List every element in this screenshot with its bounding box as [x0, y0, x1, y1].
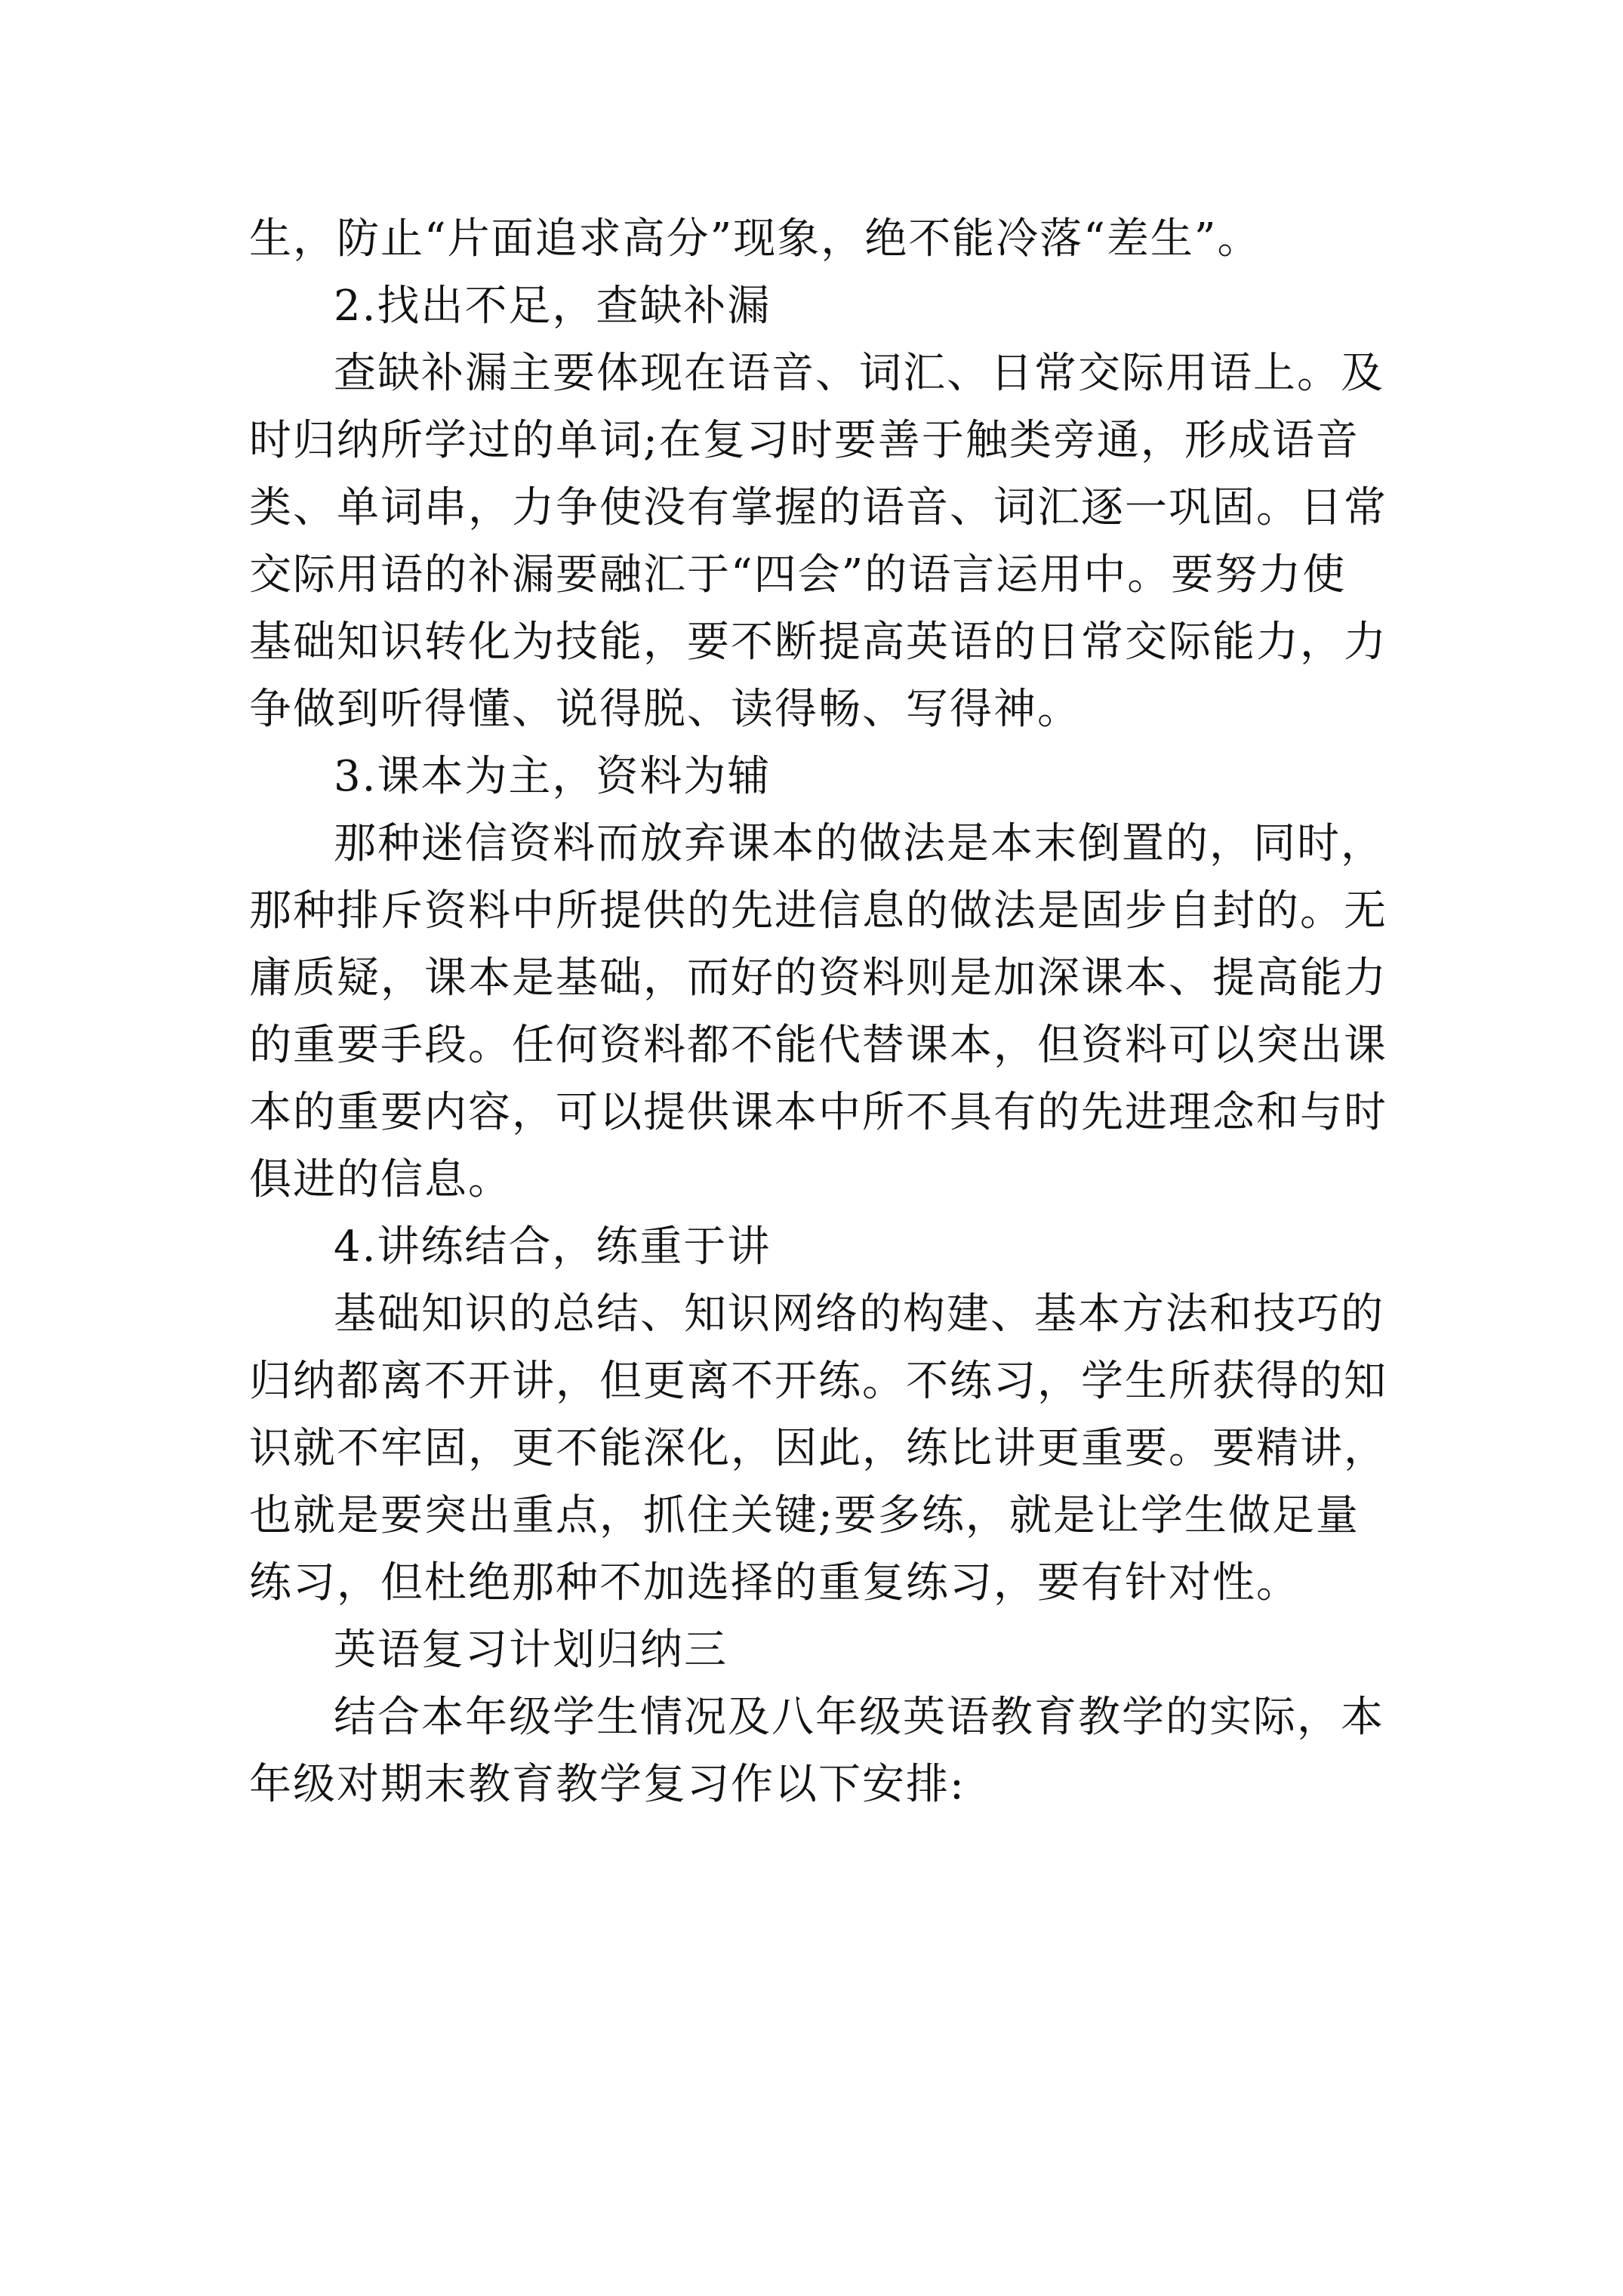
- text-line: 查缺补漏主要体现在语音、词汇、日常交际用语上。及: [334, 349, 1384, 398]
- text-line: 争做到听得懂、说得脱、读得畅、写得神。: [249, 685, 1081, 734]
- section-heading: 2.找出不足，查缺补漏: [334, 282, 771, 331]
- text-line: 基础知识转化为技能，要不断提高英语的日常交际能力，力: [249, 618, 1387, 667]
- text-line: 交际用语的补漏要融汇于“四会”的语言运用中。要努力使: [249, 550, 1347, 599]
- section-heading: 英语复习计划归纳三: [334, 1626, 728, 1675]
- text-line: 结合本年级学生情况及八年级英语教育教学的实际，本: [334, 1693, 1384, 1742]
- text-line: 练习，但杜绝那种不加选择的重复练习，要有针对性。: [249, 1558, 1300, 1607]
- section-heading: 3.课本为主，资料为辅: [334, 752, 771, 801]
- text-line: 生，防止“片面追求高分”现象，绝不能冷落“差生”。: [249, 214, 1261, 264]
- text-line: 也就是要突出重点，抓住关键;要多练，就是让学生做足量: [249, 1491, 1360, 1540]
- text-line: 那种排斥资料中所提供的先进信息的做法是固步自封的。无: [249, 886, 1387, 935]
- body-text: [249, 205, 1397, 1818]
- text-line: 时归纳所学过的单词;在复习时要善于触类旁通，形成语音: [249, 416, 1360, 465]
- text-line: 基础知识的总结、知识网络的构建、基本方法和技巧的: [334, 1290, 1384, 1339]
- text-line: 归纳都离不开讲，但更离不开练。不练习，学生所获得的知: [249, 1357, 1387, 1406]
- text-line: 类、单词串，力争使没有掌握的语音、词汇逐一巩固。日常: [249, 483, 1387, 532]
- text-line: 的重要手段。任何资料都不能代替课本，但资料可以突出课: [249, 1021, 1387, 1070]
- section-heading: 4.讲练结合，练重于讲: [334, 1222, 771, 1271]
- text-line: 庸质疑，课本是基础，而好的资料则是加深课本、提高能力: [249, 954, 1387, 1003]
- text-line: 本的重要内容，可以提供课本中所不具有的先进理念和与时: [249, 1088, 1387, 1137]
- text-line: 俱进的信息。: [249, 1155, 512, 1204]
- text-line: 年级对期末教育教学复习作以下安排:: [249, 1760, 965, 1809]
- text-line: 识就不牢固，更不能深化，因此，练比讲更重要。要精讲，: [249, 1424, 1387, 1473]
- text-line: 那种迷信资料而放弃课本的做法是本末倒置的，同时，: [334, 819, 1384, 868]
